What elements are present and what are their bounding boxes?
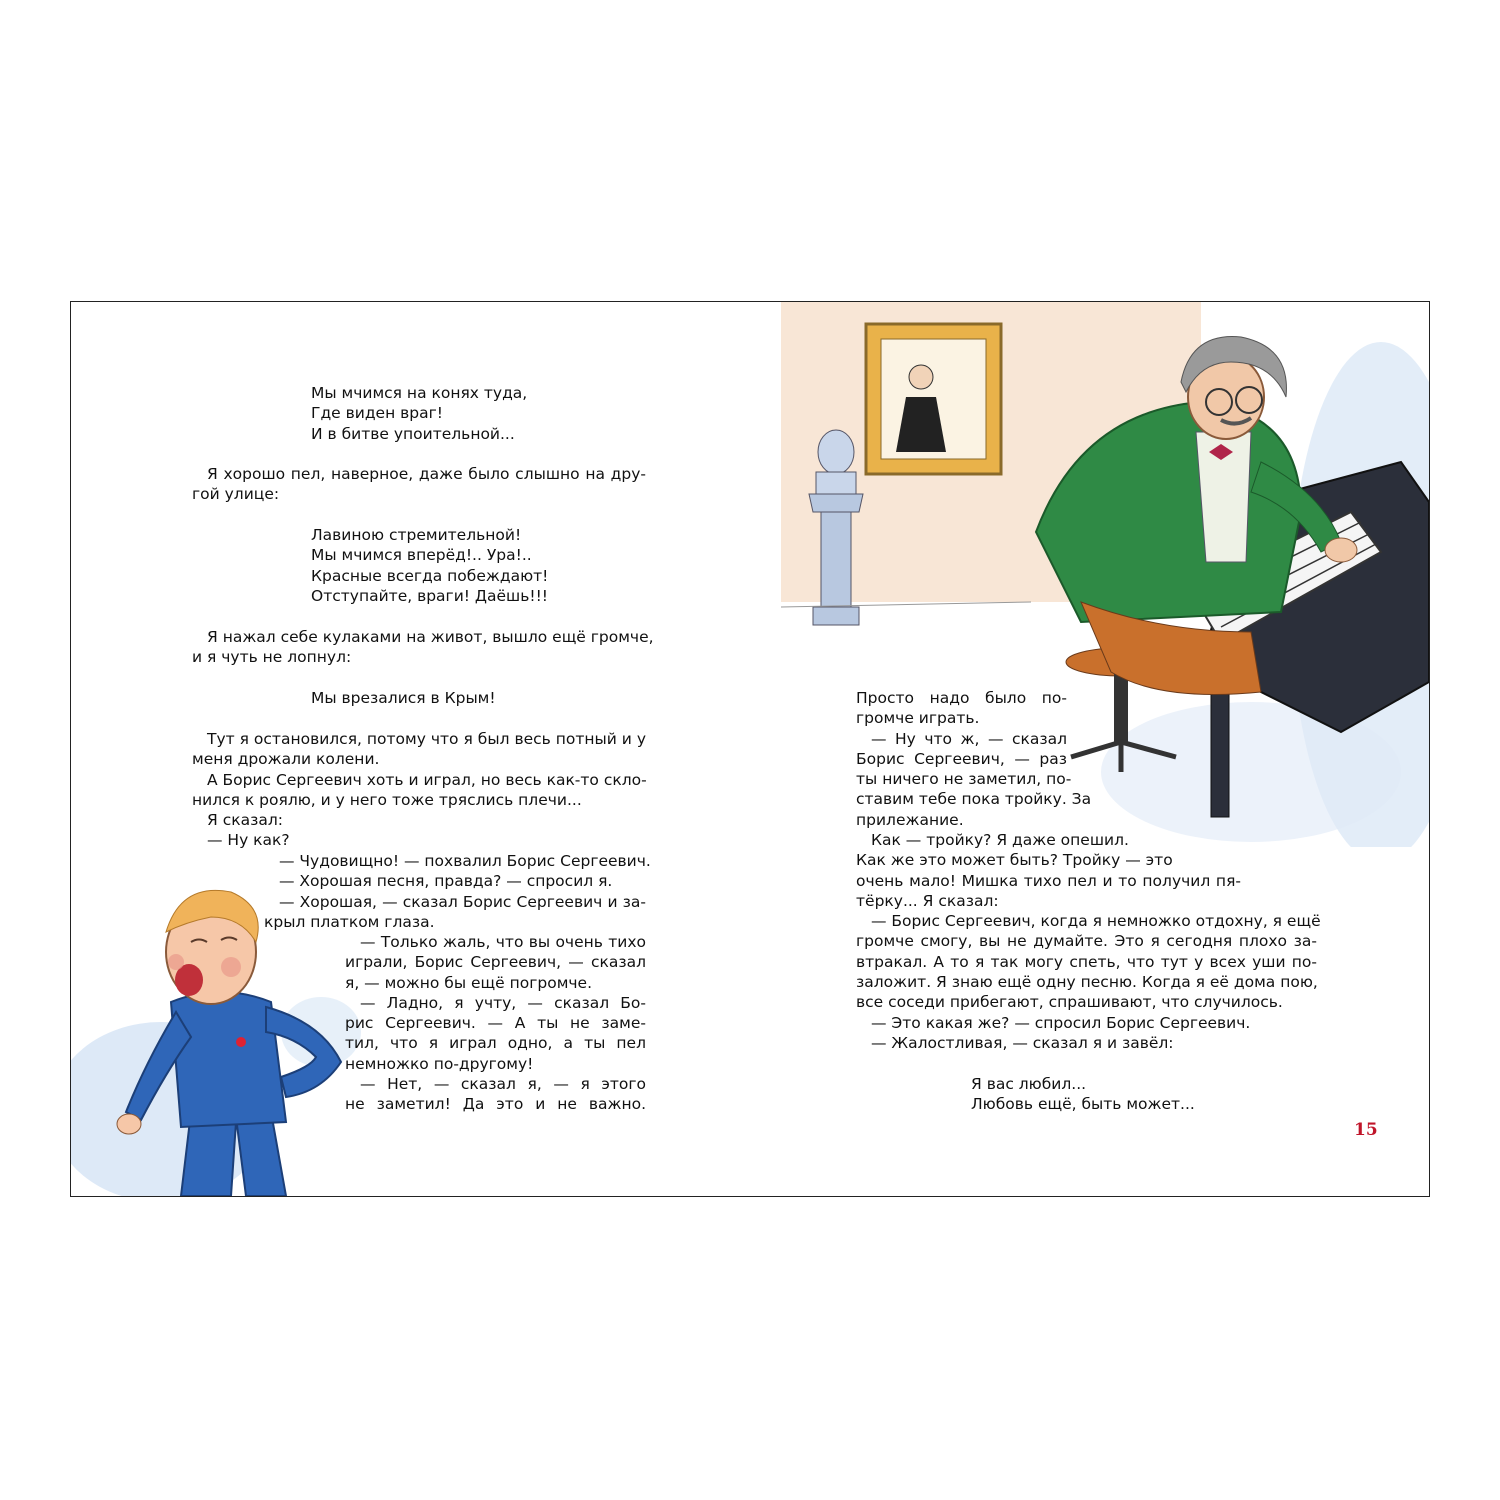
text-line: Я хорошо пел, наверное, даже было слышно на дру-: [207, 465, 646, 483]
text-line: ставим тебе пока тройку. За: [856, 790, 1092, 809]
text-line: А Борис Сергеевич хоть и играл, но весь как-то скло-: [207, 770, 647, 789]
verse-line: Любовь ещё, быть может...: [971, 1095, 1195, 1114]
text-line: — Хорошая песня, правда? — спросил я.: [279, 872, 613, 891]
wide-column-text: [856, 830, 1321, 1053]
text-line: Как — тройку? Я даже опешил.: [871, 831, 1129, 849]
verse-line: Лавиною стремительной!: [311, 526, 522, 544]
text-line: крыл платком глаза.: [264, 912, 435, 931]
verse-3: [311, 688, 496, 708]
text-line: — Хорошая, — сказал Борис Сергеевич и за-: [279, 892, 646, 911]
verse-line: Мы мчимся на конях туда,: [311, 384, 528, 402]
text-line: все соседи прибегают, спрашивают, что случилось.: [856, 993, 1283, 1012]
text-line: громче играть.: [856, 709, 980, 728]
text-line: рис Сергеевич. — А ты не заме-: [345, 1014, 646, 1033]
verse-line: Мы врезалися в Крым!: [311, 689, 496, 707]
verse-line: Мы мчимся вперёд!.. Ура!..: [311, 546, 532, 565]
verse-line: Красные всегда побеждают!: [311, 566, 549, 585]
text-line: прилежание.: [856, 810, 964, 829]
verse-line: Я вас любил...: [971, 1075, 1087, 1093]
paragraph-1: [192, 464, 646, 505]
text-line: немножко по-другому!: [345, 1054, 534, 1073]
text-line: Я сказал:: [207, 811, 283, 830]
text-line: ты ничего не заметил, по-: [856, 770, 1072, 789]
text-line: Тут я остановился, потому что я был весь потный и у: [207, 730, 646, 748]
text-line: — Жалостливая, — сказал я и завёл:: [871, 1033, 1174, 1052]
verse-2: [311, 525, 548, 606]
book-spread: [70, 301, 1430, 1197]
dialog-block-b: [345, 932, 646, 1115]
text-line: тёрку... Я сказал:: [856, 891, 999, 910]
text-line: и я чуть не лопнул:: [192, 648, 352, 667]
verse-line: Где виден враг!: [311, 404, 443, 423]
text-line: — Нет, — сказал я, — я этого: [360, 1075, 646, 1094]
verse-4: [971, 1074, 1195, 1115]
verse-line: Отступайте, враги! Даёшь!!!: [311, 586, 549, 605]
paragraph-3: [192, 729, 646, 851]
text-line: я, — можно бы ещё погромче.: [345, 973, 593, 992]
text-line: громче смогу, вы не думайте. Это я сегодня плохо за-: [856, 932, 1317, 951]
text-line: Борис Сергеевич, — раз: [856, 749, 1067, 768]
verse-line: И в битве упоительной...: [311, 424, 515, 443]
text-line: — Борис Сергеевич, когда я немножко отдохну, я ещё: [871, 912, 1321, 931]
text-line: играли, Борис Сергеевич, — сказал: [345, 953, 646, 972]
text-line: — Чудовищно! — похвалил Борис Сергеевич.: [279, 852, 651, 870]
text-line: — Ну что ж, — сказал: [871, 729, 1067, 748]
text-line: Как же это может быть? Тройку — это: [856, 851, 1173, 870]
text-line: — Это какая же? — спросил Борис Сергеевич.: [871, 1013, 1251, 1032]
text-line: нился к роялю, и у него тоже тряслись плечи...: [192, 790, 582, 809]
page-number: 15: [1354, 1120, 1378, 1140]
text-line: заложит. Я знаю ещё одну песню. Когда я её дома пою,: [856, 973, 1318, 992]
paragraph-2: [192, 627, 654, 668]
narrow-column-text: [856, 688, 1092, 830]
dialog-block-a: [264, 851, 651, 932]
text-line: тил, что я играл одно, а ты пел: [345, 1034, 646, 1053]
text-line: очень мало! Мишка тихо пел и то получил пя-: [856, 871, 1241, 890]
verse-1: [311, 383, 527, 444]
text-line: втракал. А то я так могу спеть, что тут у всех уши по-: [856, 952, 1317, 971]
text-line: не заметил! Да это и не важно.: [345, 1095, 646, 1114]
text-line: — Только жаль, что вы очень тихо: [360, 933, 646, 951]
text-line: гой улице:: [192, 485, 280, 504]
text-line: Я нажал себе кулаками на живот, вышло ещё громче,: [207, 628, 654, 646]
text-line: — Ладно, я учту, — сказал Бо-: [360, 993, 646, 1012]
text-line: Просто надо было по-: [856, 689, 1067, 707]
text-line: — Ну как?: [207, 831, 290, 850]
text-line: меня дрожали колени.: [192, 750, 380, 769]
